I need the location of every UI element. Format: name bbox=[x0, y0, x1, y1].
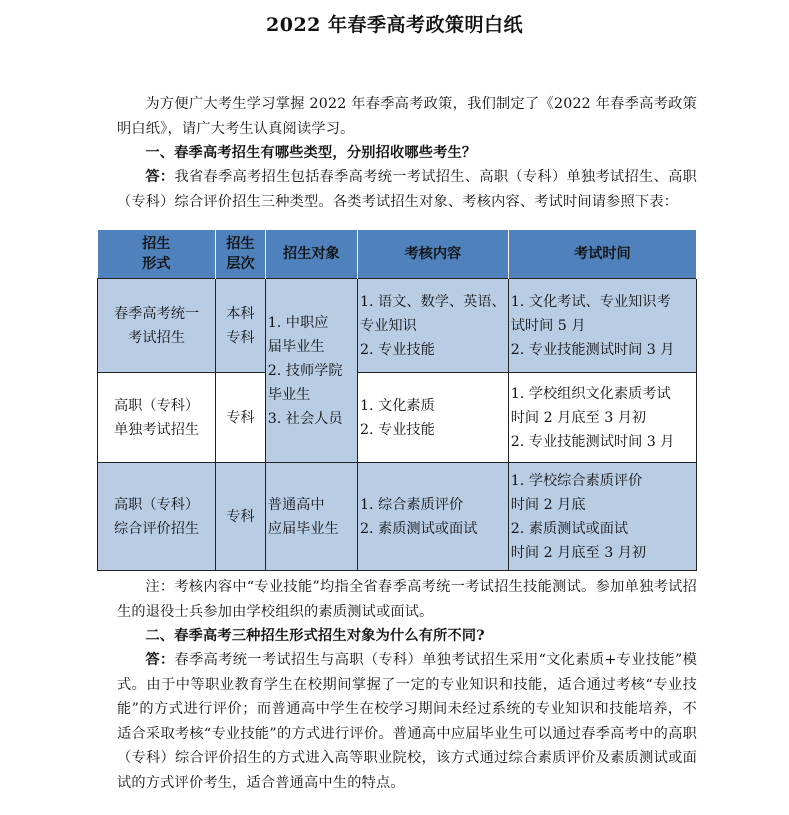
answer-text: 我省春季高考招生包括春季高考统一考试招生、高职（专科）单独考试招生、高职（专科）综合评价招生三种类型。各类考试招生对象、考核内容、考试时间请参照下表： bbox=[117, 169, 698, 210]
cell-level: 本科 专科 bbox=[216, 279, 266, 373]
header-level: 招生 层次 bbox=[216, 230, 266, 279]
table-row bbox=[98, 279, 697, 373]
cell-target-shared: 1. 中职应 届毕业生 2. 技师学院 毕业生 3. 社会人员 bbox=[265, 279, 357, 463]
table-row bbox=[98, 463, 697, 571]
cell-time: 1. 学校组织文化素质考试 时间 2 月底至 3 月初 2. 专业技能测试时间 3 月 bbox=[508, 373, 696, 463]
table-note: 注：考核内容中“专业技能”均指全省春季高考统一考试招生技能测试。参加单独考试招生的退役士兵参加由学校组织的素质测试或面试。 bbox=[117, 579, 697, 620]
table-header-row bbox=[98, 230, 697, 279]
policy-table bbox=[97, 230, 697, 571]
cell-level: 专科 bbox=[216, 373, 266, 463]
intro-paragraph: 为方便广大考生学习掌握 2022 年春季高考政策，我们制定了《2022 年春季高考政策明白纸》，请广大考生认真阅读学习。 bbox=[117, 96, 697, 137]
cell-level: 专科 bbox=[216, 463, 266, 571]
cell-time: 1. 文化考试、专业知识考 试时间 5 月 2. 专业技能测试时间 3 月 bbox=[508, 279, 696, 373]
section-2-heading: 二、春季高考三种招生形式招生对象为什么有所不同? bbox=[145, 628, 485, 644]
header-target: 招生对象 bbox=[265, 230, 357, 279]
page-title: 2022 年春季高考政策明白纸 bbox=[266, 14, 523, 36]
cell-content: 1. 文化素质 2. 专业技能 bbox=[357, 373, 508, 463]
section-2-answer bbox=[117, 648, 697, 795]
answer-label: 答： bbox=[145, 169, 175, 185]
cell-content: 1. 综合素质评价 2. 素质测试或面试 bbox=[357, 463, 508, 571]
cell-time: 1. 学校综合素质评价 时间 2 月底 2. 素质测试或面试 时间 2 月底至 3 月初 bbox=[508, 463, 696, 571]
header-content: 考核内容 bbox=[357, 230, 508, 279]
table-row bbox=[98, 373, 697, 463]
cell-target: 普通高中 应届毕业生 bbox=[265, 463, 357, 571]
cell-form: 春季高考统一 考试招生 bbox=[98, 279, 216, 373]
cell-form: 高职（专科） 单独考试招生 bbox=[98, 373, 216, 463]
answer-label: 答： bbox=[145, 652, 175, 668]
section-1-answer bbox=[117, 165, 697, 214]
header-time: 考试时间 bbox=[508, 230, 696, 279]
section-1-heading: 一、春季高考招生有哪些类型，分别招收哪些考生？ bbox=[145, 145, 477, 161]
cell-form: 高职（专科） 综合评价招生 bbox=[98, 463, 216, 571]
cell-content: 1. 语文、数学、英语、 专业知识 2. 专业技能 bbox=[357, 279, 508, 373]
header-form: 招生 形式 bbox=[98, 230, 216, 279]
answer-text: 春季高考统一考试招生与高职（专科）单独考试招生采用“文化素质+专业技能”模式。由于中等职业教育学生在校期间掌握了一定的专业知识和技能，适合通过考核“专业技能”的方式进行评价；而普通高中学生在校学习期间未经过系统的专业知识和技能培养，不适合采取考核“专业技能”的方式进行评价。普通高中应届毕业生可以通过春季高考中的高职（专科）综合评价招生的方式进入高等职业院校，该方式通过综合素质评价及素质测试或面试的方式评价考生，适合普通高中生的特点。 bbox=[117, 652, 698, 791]
